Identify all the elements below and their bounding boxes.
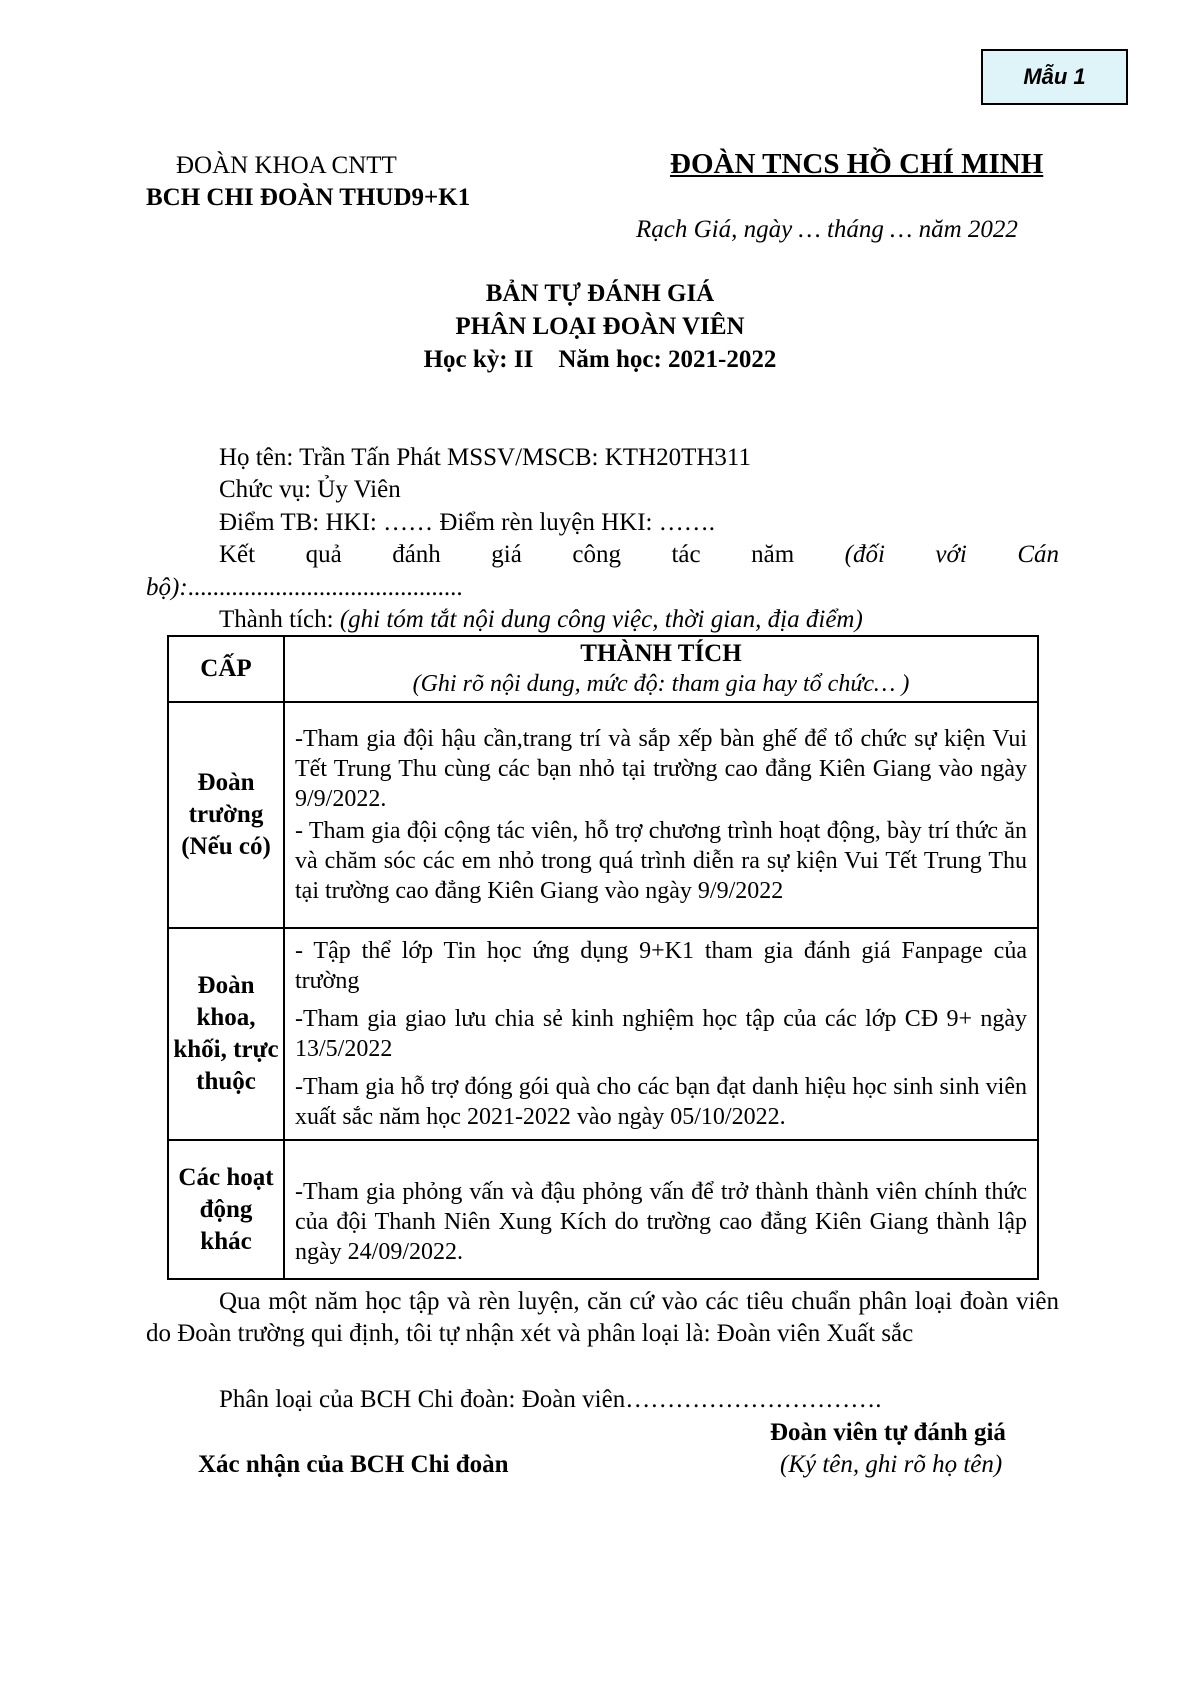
achievement-item: - Tham gia đội cộng tác viên, hỗ trợ chương trình hoạt động, bày trí thức ăn và chăm sóc các em nhỏ trong quá trình diễn ra sự kiện Vui Tết Trung Thu tại trường cao đẳng Kiên Giang vào ngày 9/9/2022	[295, 818, 1027, 904]
work-result-label: Kết quả đánh giá công tác năm	[219, 541, 795, 568]
achievement-item: -Tham gia đội hậu cần,trang trí và sắp xếp bàn ghế để tổ chức sự kiện Vui Tết Trung Thu cùng các bạn nhỏ tại trường cao đẳng Kiên Giang vào ngày 9/9/2022.	[295, 726, 1027, 812]
table-header-row	[168, 636, 1038, 702]
achievement-column-subtitle: (Ghi rõ nội dung, mức độ: tham gia hay tổ chức… )	[412, 671, 910, 697]
place-date: Rạch Giá, ngày … tháng … năm 2022	[636, 216, 1018, 243]
work-result-continuation	[146, 572, 463, 604]
form-tag-label: Mẫu 1	[1023, 64, 1086, 89]
work-result-note: (đối với Cán	[844, 541, 1059, 568]
achievement-note: (ghi tóm tắt nội dung công việc, thời gian, địa điểm)	[339, 606, 863, 633]
document-title-line2: PHÂN LOẠI ĐOÀN VIÊN	[455, 313, 745, 340]
achievement-cell	[284, 928, 1038, 1140]
achievement-item: -Tham gia hỗ trợ đóng gói quà cho các bạn đạt danh hiệu học sinh sinh viên xuất sắc năm học 2021-2022 vào ngày 05/10/2022.	[295, 1074, 1027, 1130]
achievement-cell	[284, 1140, 1038, 1279]
achievement-column-title: THÀNH TÍCH	[580, 640, 742, 667]
self-assessment-paragraph: Qua một năm học tập và rèn luyện, căn cứ vào các tiêu chuẩn phân loại đoàn viên do Đoàn trường qui định, tôi tự nhận xét và phân loại là: Đoàn viên Xuất sắc	[146, 1288, 1059, 1347]
member-signature-note: (Ký tên, ghi rõ họ tên)	[780, 1451, 1003, 1478]
document-title-line1: BẢN TỰ ĐÁNH GIÁ	[485, 280, 715, 307]
level-cell: Các hoạt động khác	[168, 1140, 284, 1279]
header-left-line2: BCH CHI ĐOÀN THUD9+K1	[146, 184, 471, 211]
member-signature-title: Đoàn viên tự đánh giá	[770, 1419, 1006, 1446]
achievement-table	[167, 635, 1039, 1280]
achievement-item: -Tham gia giao lưu chia sẻ kinh nghiệm học tập của các lớp CĐ 9+ ngày 13/5/2022	[295, 1006, 1027, 1062]
achievement-cell	[284, 702, 1038, 928]
level-cell: Đoàn trường (Nếu có)	[168, 702, 284, 928]
achievement-item: -Tham gia phỏng vấn và đậu phỏng vấn để trở thành thành viên chính thức của đội Thanh Niên Xung Kích do trường cao đẳng Kiên Giang thành lập ngày 24/09/2022.	[295, 1178, 1027, 1265]
achievement-column-header	[284, 636, 1038, 702]
committee-classification-line: Phân loại của BCH Chi đoàn: Đoàn viên………………………….	[219, 1386, 882, 1413]
table-row	[168, 928, 1038, 1140]
table-row	[168, 702, 1038, 928]
work-result-note-end: bộ):	[146, 574, 188, 601]
score-line: Điểm TB: HKI: …… Điểm rèn luyện HKI: …….	[219, 509, 715, 536]
achievement-intro	[219, 604, 863, 636]
achievement-item: - Tập thể lớp Tin học ứng dụng 9+K1 tham gia đánh giá Fanpage của trường	[295, 938, 1027, 994]
header-left-line1: ĐOÀN KHOA CNTT	[176, 152, 397, 179]
table-row	[168, 1140, 1038, 1279]
name-line: Họ tên: Trần Tấn Phát MSSV/MSCB: KTH20TH311	[219, 444, 752, 471]
work-result-dots: ............................................	[187, 574, 463, 601]
work-result-line	[219, 539, 1059, 571]
level-column-header: CẤP	[168, 636, 284, 702]
level-cell: Đoàn khoa, khối, trực thuộc	[168, 928, 284, 1140]
semester-year: Học kỳ: II Năm học: 2021-2022	[423, 346, 777, 373]
form-tag-box	[981, 49, 1128, 105]
header-right-title: ĐOÀN TNCS HỒ CHÍ MINH	[670, 148, 1044, 180]
achievement-label: Thành tích:	[219, 606, 334, 633]
committee-signature-title: Xác nhận của BCH Chi đoàn	[198, 1451, 509, 1478]
position-line: Chức vụ: Ủy Viên	[219, 476, 401, 503]
